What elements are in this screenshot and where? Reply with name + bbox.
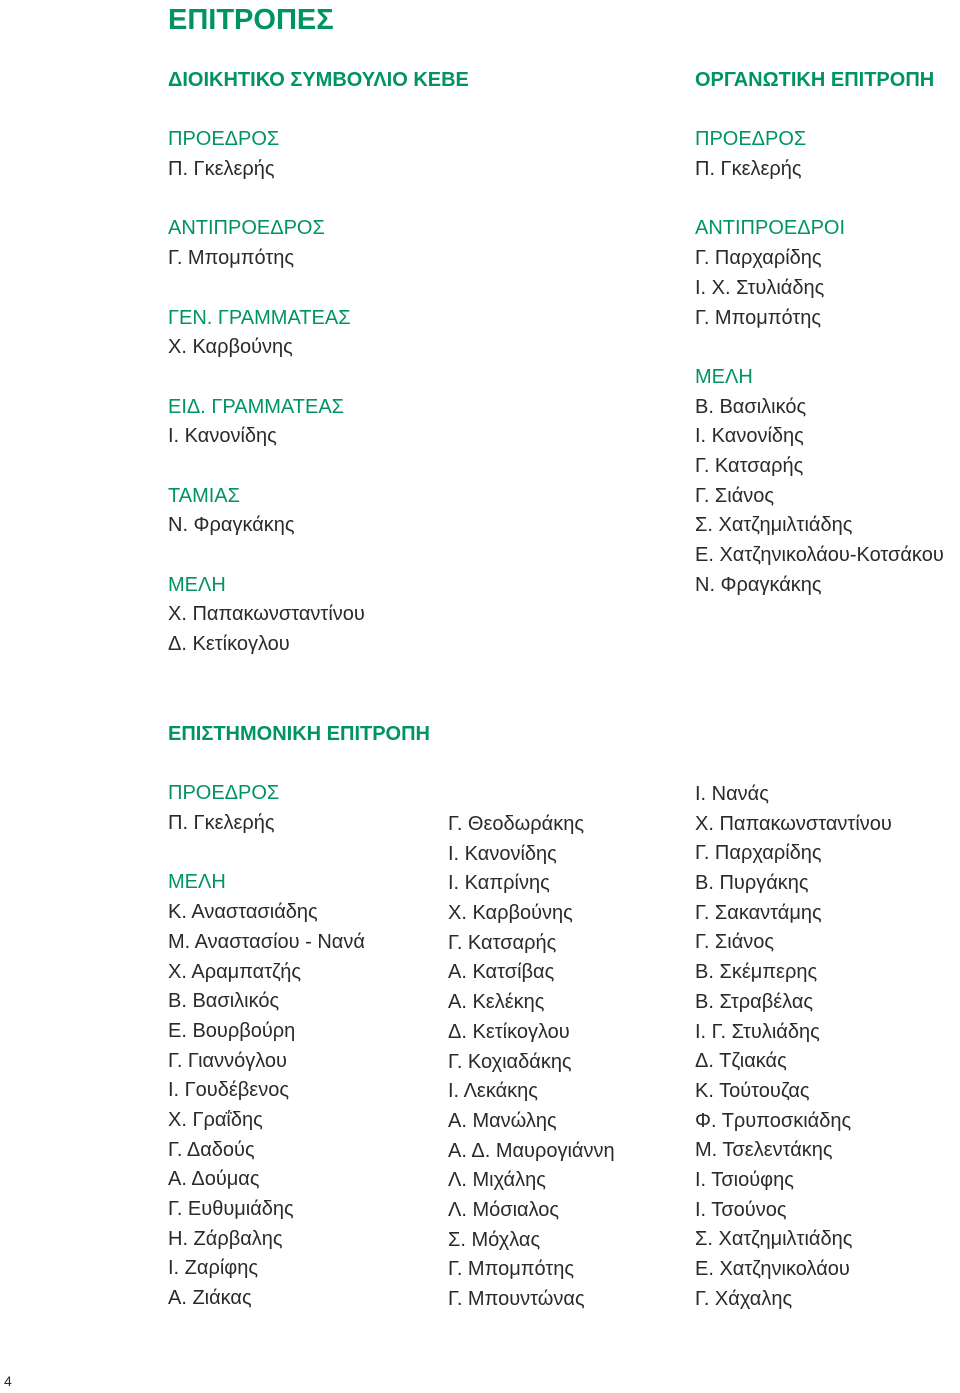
member-name: Γ. Σιάνος xyxy=(695,484,775,507)
member-name: Σ. Μόχλας xyxy=(448,1228,541,1251)
member-name: Α. Κατσίβας xyxy=(448,961,555,984)
member-name: Γ. Κατσαρής xyxy=(695,454,804,477)
role-label: ΜΕΛΗ xyxy=(695,365,753,388)
member-name: Γ. Μπουντώνας xyxy=(448,1288,585,1310)
organizing-committee-section xyxy=(695,66,944,600)
role-label: ΠΡΟΕΔΡΟΣ xyxy=(695,128,807,151)
member-name: Ι. Ζαρίφης xyxy=(168,1257,258,1280)
member-name: Γ. Μπομπότης xyxy=(448,1258,575,1281)
member-name: Σ. Χατζημιλτιάδης xyxy=(695,1228,853,1251)
member-name: Γ. Παρχαρίδης xyxy=(695,247,822,270)
member-name: Χ. Γραΐδης xyxy=(168,1108,263,1131)
member-name: Β. Βασιλικός xyxy=(695,395,807,418)
role-groups xyxy=(168,125,469,659)
role-group xyxy=(168,393,469,452)
members-column-2 xyxy=(448,810,615,1315)
scientific-committee-section xyxy=(168,720,430,1314)
member-name: Χ. Παπακωνσταντίνου xyxy=(695,812,892,835)
page-title: ΕΠΙΤΡΟΠΕΣ xyxy=(168,4,334,36)
member-name: Χ. Καρβούνης xyxy=(448,902,573,925)
role-label: ΠΡΟΕΔΡΟΣ xyxy=(168,128,280,151)
member-name: Β. Πυργάκης xyxy=(695,872,809,895)
member-name: Ι. Νανάς xyxy=(695,783,769,805)
members-column-3 xyxy=(695,780,892,1314)
member-name: Α. Ζιάκας xyxy=(168,1287,252,1310)
role-group xyxy=(695,125,944,184)
role-group xyxy=(168,779,430,838)
role-label: ΕΙΔ. ΓΡΑΜΜΑΤΕΑΣ xyxy=(168,395,345,418)
member-name: Ι. Γ. Στυλιάδης xyxy=(695,1020,820,1043)
member-name: Ι. Λεκάκης xyxy=(448,1080,538,1103)
member-name: Σ. Χατζημιλτιάδης xyxy=(695,514,853,537)
member-name: Κ. Αναστασιάδης xyxy=(168,901,318,924)
member-name: Γ. Παρχαρίδης xyxy=(695,842,822,865)
member-name: Δ. Τζιακάς xyxy=(695,1050,787,1073)
role-group xyxy=(695,214,944,333)
member-name: Φ. Τρυποσκιάδης xyxy=(695,1109,852,1132)
member-name: Η. Ζάρβαλης xyxy=(168,1227,283,1250)
scientific-members-column-3 xyxy=(695,780,892,1314)
spacer xyxy=(695,96,944,126)
role-label: ΑΝΤΙΠΡΟΕΔΡΟΣ xyxy=(168,217,325,240)
member-name: Χ. Αραμπατζής xyxy=(168,960,302,983)
member-name: Ε. Χατζηνικολάου-Κοτσάκου xyxy=(695,544,944,566)
member-name: Λ. Μόσιαλος xyxy=(448,1198,560,1221)
member-name: Χ. Παπακωνσταντίνου xyxy=(168,603,365,626)
member-name: Β. Στραβέλας xyxy=(695,990,814,1013)
scientific-members-column-2 xyxy=(448,810,615,1315)
members-column-1 xyxy=(168,898,430,1314)
spacer xyxy=(168,750,430,780)
member-name: Ε. Χατζηνικολάου xyxy=(695,1258,850,1280)
member-name: Γ. Μπομπότης xyxy=(695,306,822,329)
member-name: Ν. Φραγκάκης xyxy=(695,573,822,596)
member-name: Ι. Καπρίνης xyxy=(448,872,550,895)
member-name: Δ. Κετίκογλου xyxy=(168,633,290,656)
page-number: 4 xyxy=(4,1373,12,1389)
spacer xyxy=(168,96,469,126)
member-name: Π. Γκελερής xyxy=(168,158,275,181)
role-group xyxy=(168,125,469,184)
section-heading: ΟΡΓΑΝΩΤΙΚΗ ΕΠΙΤΡΟΠΗ xyxy=(695,69,935,91)
member-name: Π. Γκελερής xyxy=(168,812,275,835)
section-heading: ΕΠΙΣΤΗΜΟΝΙΚΗ ΕΠΙΤΡΟΠΗ xyxy=(168,723,431,745)
member-name: Ι. Κανονίδης xyxy=(448,842,557,865)
member-name: Ν. Φραγκάκης xyxy=(168,514,295,537)
role-groups xyxy=(695,125,944,600)
member-name: Μ. Αναστασίου - Νανά xyxy=(168,930,365,953)
member-name: Ι. Κανονίδης xyxy=(168,425,277,448)
member-name: Β. Βασιλικός xyxy=(168,990,280,1013)
role-label: ΤΑΜΙΑΣ xyxy=(168,484,240,507)
member-name: Κ. Τούτουζας xyxy=(695,1079,810,1102)
role-group xyxy=(695,363,944,601)
member-name: Ι. Τσιούφης xyxy=(695,1168,794,1191)
member-name: Γ. Θεοδωράκης xyxy=(448,813,584,835)
member-name: Δ. Κετίκογλου xyxy=(448,1020,570,1043)
member-name: Α. Κελέκης xyxy=(448,991,545,1014)
member-name: Α. Δ. Μαυρογιάννη xyxy=(448,1139,615,1162)
board-of-directors-section xyxy=(168,66,469,660)
section-heading: ΔΙΟΙΚΗΤΙΚΟ ΣΥΜΒΟΥΛΙΟ ΚΕΒΕ xyxy=(168,69,469,91)
member-name: Γ. Κοχιαδάκης xyxy=(448,1050,572,1073)
role-label: ΜΕΛΗ xyxy=(168,573,226,596)
member-name: Ι. Γουδέβενος xyxy=(168,1079,289,1102)
member-name: Γ. Δαδούς xyxy=(168,1138,255,1161)
member-name: Γ. Μπομπότης xyxy=(168,247,295,270)
role-label: ΜΕΛΗ xyxy=(168,871,226,894)
member-name: Α. Μανώλης xyxy=(448,1109,557,1132)
member-name: Μ. Τσελεντάκης xyxy=(695,1139,833,1162)
member-name: Ι. Κανονίδης xyxy=(695,425,804,448)
member-name: Γ. Γιαννόγλου xyxy=(168,1049,287,1072)
member-name: Γ. Κατσαρής xyxy=(448,931,557,954)
role-label: ΑΝΤΙΠΡΟΕΔΡΟΙ xyxy=(695,217,846,240)
member-name: Χ. Καρβούνης xyxy=(168,336,293,359)
member-name: Γ. Σιάνος xyxy=(695,931,775,954)
member-name: Ι. Χ. Στυλιάδης xyxy=(695,276,825,299)
member-name: Β. Σκέμπερης xyxy=(695,961,818,984)
member-name: Ι. Τσούνος xyxy=(695,1198,787,1221)
member-name: Γ. Σακαντάμης xyxy=(695,901,822,924)
member-name: Α. Δούμας xyxy=(168,1168,260,1191)
role-group xyxy=(168,571,469,660)
member-name: Ε. Βουρβούρη xyxy=(168,1019,296,1042)
member-name: Γ. Ευθυμιάδης xyxy=(168,1198,294,1220)
member-name: Λ. Μιχάλης xyxy=(448,1169,546,1192)
role-group xyxy=(168,304,469,363)
role-label: ΓΕΝ. ΓΡΑΜΜΑΤΕΑΣ xyxy=(168,306,351,329)
role-group xyxy=(168,482,469,541)
role-group xyxy=(168,214,469,273)
member-name: Π. Γκελερής xyxy=(695,158,802,181)
member-name: Γ. Χάχαλης xyxy=(695,1287,793,1310)
role-label: ΠΡΟΕΔΡΟΣ xyxy=(168,782,280,805)
